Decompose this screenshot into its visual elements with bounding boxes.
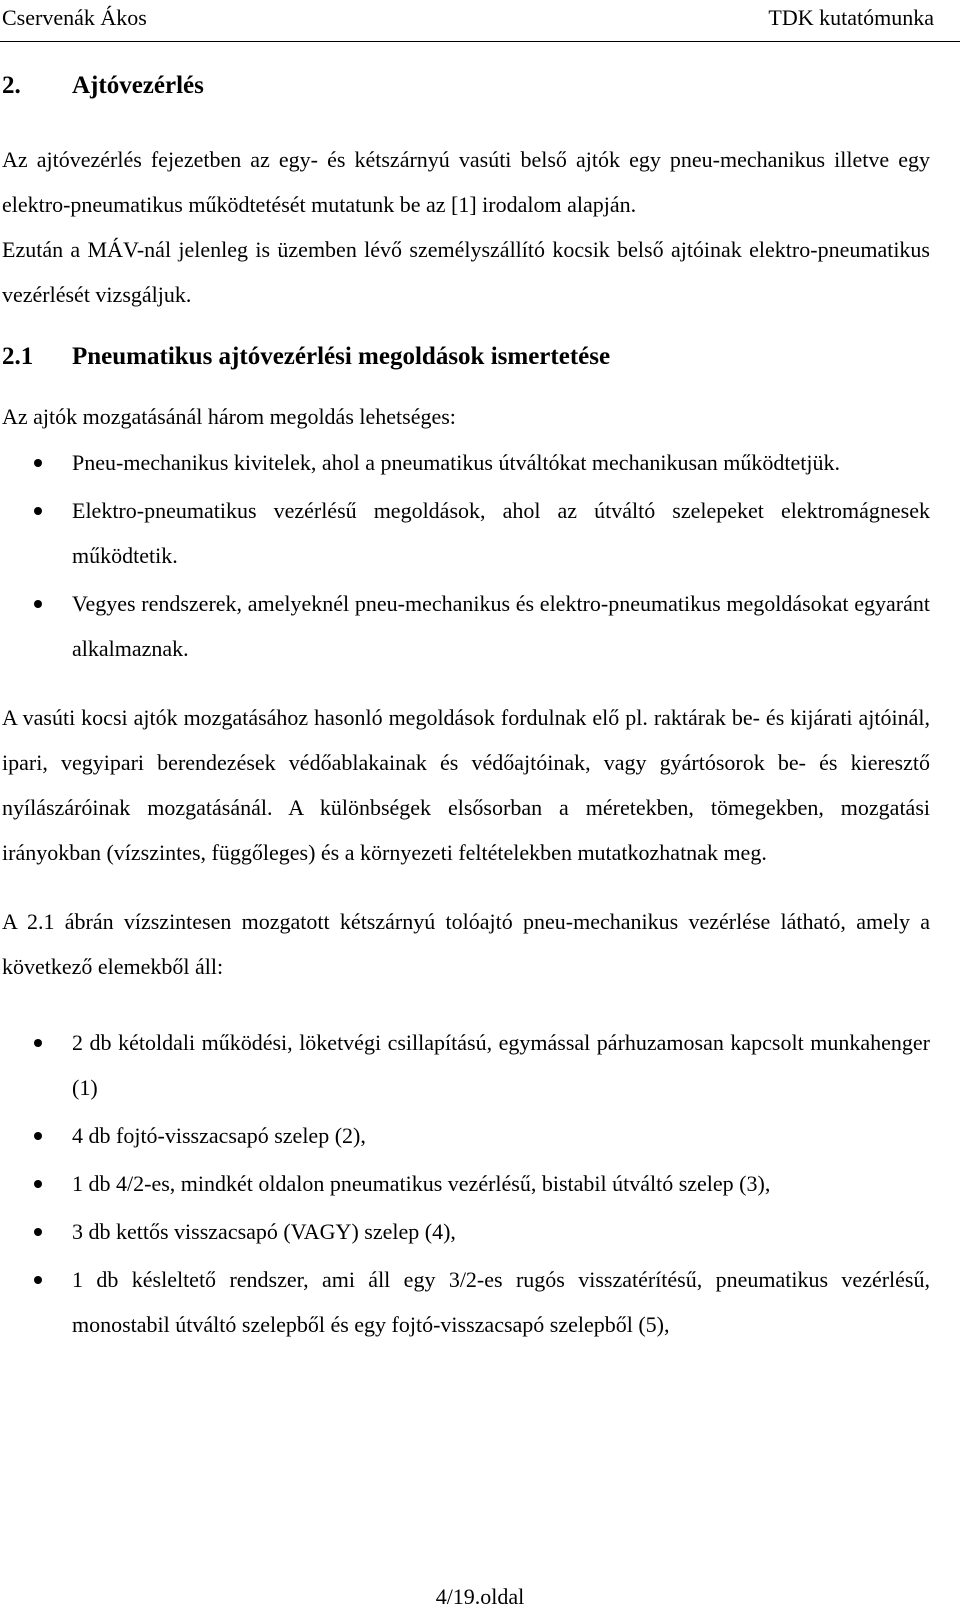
subsection-number: 2.1 xyxy=(2,343,34,370)
solutions-list xyxy=(2,440,930,671)
bullet-icon xyxy=(34,600,42,608)
bullet-icon xyxy=(34,1039,42,1047)
bullet-icon xyxy=(34,459,42,467)
list-item xyxy=(2,488,930,578)
list-item xyxy=(2,440,930,485)
header-divider xyxy=(0,41,960,42)
subsection-title: Pneumatikus ajtóvezérlési megoldások ismertetése xyxy=(72,343,611,370)
bullet-icon xyxy=(34,1132,42,1140)
section-number: 2. xyxy=(2,72,21,99)
section-title: Ajtóvezérlés xyxy=(72,72,204,99)
page-footer: 4/19.oldal xyxy=(435,1584,525,1609)
bullet-icon xyxy=(34,507,42,515)
intro-paragraph: Ezután a MÁV-nál jelenleg is üzemben lévő személyszállító kocsik belső ajtóinak elektro-pneumatikus vezérlését vizsgáljuk. xyxy=(2,237,930,307)
list-item xyxy=(2,1209,930,1254)
bullet-icon xyxy=(34,1180,42,1188)
page-content xyxy=(2,66,930,1350)
list-item xyxy=(2,1161,930,1206)
header-author: Cservenák Ákos xyxy=(2,5,147,30)
list-item xyxy=(2,1020,930,1110)
list-item-text: 2 db kétoldali működési, löketvégi csillapítású, egymással párhuzamosan kapcsolt munkahenger (1) xyxy=(72,1030,930,1100)
list-item xyxy=(2,1257,930,1347)
list-item-text: Pneu-mechanikus kivitelek, ahol a pneumatikus útváltókat mechanikusan működtetjük. xyxy=(72,450,840,475)
components-list xyxy=(2,1020,930,1347)
body-paragraph: A vasúti kocsi ajtók mozgatásához hasonló megoldások fordulnak elő pl. raktárak be- és kijárati ajtóinál, ipari, vegyipari berendezések védőablakainak és védőajtóinak, vagy gyártósorok be- és kieresztő nyílászáróinak mozgatásánál. A különbségek elsősorban a méretekben, tömegekben, mozgatási irányokban (vízszintes, függőleges) és a környezeti feltételekben mutatkozhatnak meg. xyxy=(2,705,930,865)
bullet-icon xyxy=(34,1228,42,1236)
header-title: TDK kutatómunka xyxy=(768,5,934,30)
intro-paragraph: Az ajtóvezérlés fejezetben az egy- és kétszárnyú vasúti belső ajtók egy pneu-mechanikus illetve egy elektro-pneumatikus működtetését mutatunk be az [1] irodalom alapján. xyxy=(2,147,930,217)
body-paragraph: A 2.1 ábrán vízszintesen mozgatott kétszárnyú tolóajtó pneu-mechanikus vezérlése látható, amely a következő elemekből áll: xyxy=(2,909,930,979)
list-item-text: Elektro-pneumatikus vezérlésű megoldások, ahol az útváltó szelepeket elektromágnesek működtetik. xyxy=(72,498,930,568)
list-item xyxy=(2,581,930,671)
list-item xyxy=(2,1113,930,1158)
list-item-text: Vegyes rendszerek, amelyeknél pneu-mechanikus és elektro-pneumatikus megoldásokat egyaránt alkalmaznak. xyxy=(72,591,930,661)
list-item-text: 4 db fojtó-visszacsapó szelep (2), xyxy=(72,1123,366,1148)
subsection-heading xyxy=(2,337,930,377)
list-item-text: 1 db 4/2-es, mindkét oldalon pneumatikus vezérlésű, bistabil útváltó szelep (3), xyxy=(72,1171,771,1196)
list-item-text: 1 db késleltető rendszer, ami áll egy 3/2-es rugós visszatérítésű, pneumatikus vezérlésű, monostabil útváltó szelepből és egy fojtó-visszacsapó szelepből (5), xyxy=(72,1267,930,1337)
bullet-icon xyxy=(34,1276,42,1284)
list-item-text: 3 db kettős visszacsapó (VAGY) szelep (4), xyxy=(72,1219,456,1244)
solutions-intro: Az ajtók mozgatásánál három megoldás lehetséges: xyxy=(2,404,456,429)
section-heading xyxy=(2,66,930,106)
